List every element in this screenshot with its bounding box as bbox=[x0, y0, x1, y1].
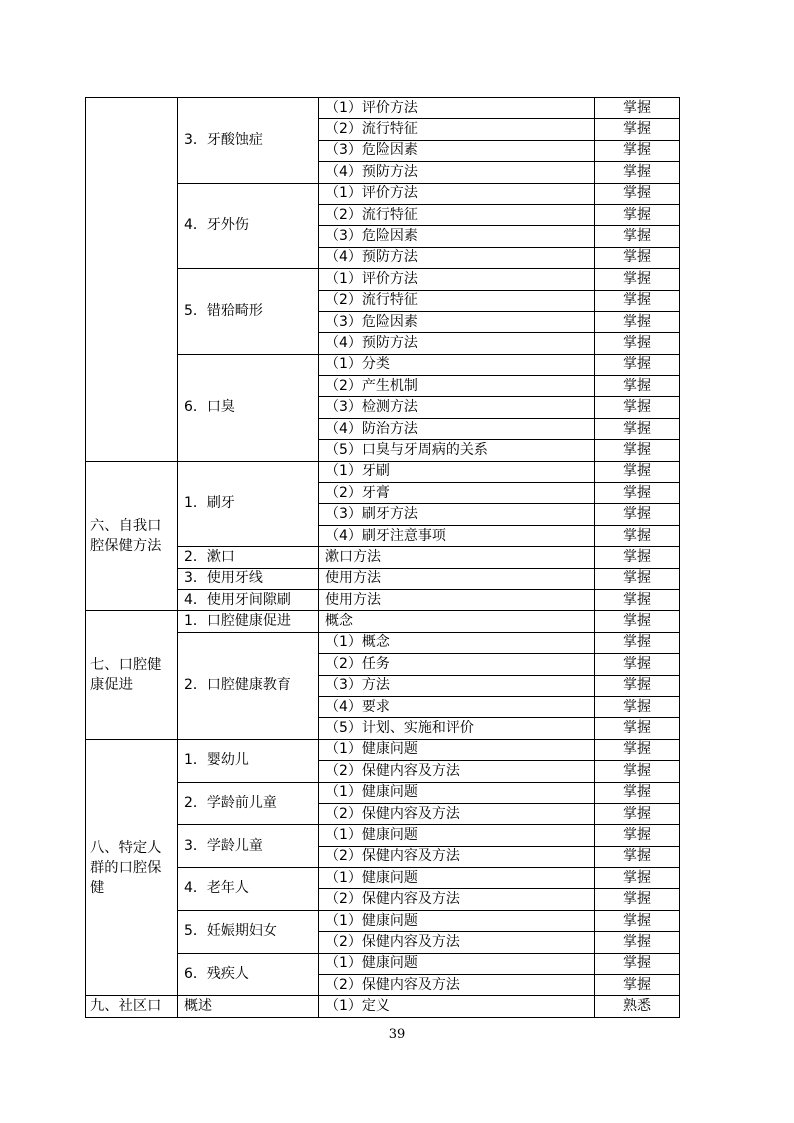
topic-cell: 1．口腔健康促进 bbox=[178, 611, 319, 632]
topic-cell: 3．使用牙线 bbox=[178, 568, 319, 589]
table-row bbox=[86, 461, 680, 482]
topic-cell: 6．口臭 bbox=[178, 354, 319, 461]
topic-cell: 2．口腔健康教育 bbox=[178, 632, 319, 739]
requirement-cell: 掌握 bbox=[595, 226, 680, 247]
requirement-cell: 掌握 bbox=[595, 632, 680, 653]
content-cell: 使用方法 bbox=[319, 589, 595, 610]
topic-cell: 3．牙酸蚀症 bbox=[178, 98, 319, 184]
section-title: 六、自我口腔保健方法 bbox=[86, 461, 178, 611]
requirement-cell: 掌握 bbox=[595, 376, 680, 397]
syllabus-table bbox=[85, 97, 680, 1018]
requirement-cell: 掌握 bbox=[595, 825, 680, 846]
requirement-cell: 掌握 bbox=[595, 782, 680, 803]
requirement-cell: 掌握 bbox=[595, 654, 680, 675]
requirement-cell: 掌握 bbox=[595, 611, 680, 632]
requirement-cell: 掌握 bbox=[595, 761, 680, 782]
topic-cell: 概述 bbox=[178, 996, 319, 1017]
content-cell: （3）检测方法 bbox=[319, 397, 595, 418]
table-row bbox=[86, 611, 680, 632]
requirement-cell: 掌握 bbox=[595, 440, 680, 461]
requirement-cell: 掌握 bbox=[595, 846, 680, 867]
content-cell: （1）健康问题 bbox=[319, 825, 595, 846]
content-cell: （1）健康问题 bbox=[319, 739, 595, 760]
page-number: 39 bbox=[388, 1027, 406, 1042]
content-cell: 漱口方法 bbox=[319, 547, 595, 568]
requirement-cell: 掌握 bbox=[595, 483, 680, 504]
requirement-cell: 掌握 bbox=[595, 696, 680, 717]
content-cell: （3）刷牙方法 bbox=[319, 504, 595, 525]
requirement-cell: 掌握 bbox=[595, 119, 680, 140]
content-cell: （1）分类 bbox=[319, 354, 595, 375]
topic-cell: 2．漱口 bbox=[178, 547, 319, 568]
content-cell: （2）保健内容及方法 bbox=[319, 889, 595, 910]
content-cell: （1）概念 bbox=[319, 632, 595, 653]
content-cell: （1）定义 bbox=[319, 996, 595, 1017]
requirement-cell: 掌握 bbox=[595, 975, 680, 996]
content-cell: 概念 bbox=[319, 611, 595, 632]
requirement-cell: 掌握 bbox=[595, 547, 680, 568]
table-row bbox=[86, 739, 680, 760]
content-cell: （3）危险因素 bbox=[319, 140, 595, 161]
content-cell: （4）预防方法 bbox=[319, 162, 595, 183]
content-cell: （5）计划、实施和评价 bbox=[319, 718, 595, 739]
requirement-cell: 掌握 bbox=[595, 910, 680, 931]
requirement-cell: 掌握 bbox=[595, 718, 680, 739]
content-cell: （5）口臭与牙周病的关系 bbox=[319, 440, 595, 461]
content-cell: （4）要求 bbox=[319, 696, 595, 717]
topic-cell: 5．妊娠期妇女 bbox=[178, 910, 319, 953]
content-cell: （1）评价方法 bbox=[319, 183, 595, 204]
requirement-cell: 掌握 bbox=[595, 397, 680, 418]
topic-cell: 4．使用牙间隙刷 bbox=[178, 589, 319, 610]
requirement-cell: 掌握 bbox=[595, 739, 680, 760]
content-cell: （1）评价方法 bbox=[319, 98, 595, 119]
section-title: 八、特定人群的口腔保健 bbox=[86, 739, 178, 996]
content-cell: （1）评价方法 bbox=[319, 269, 595, 290]
table-row bbox=[86, 98, 680, 119]
content-cell: （1）健康问题 bbox=[319, 868, 595, 889]
topic-cell: 4．老年人 bbox=[178, 868, 319, 911]
requirement-cell: 掌握 bbox=[595, 568, 680, 589]
content-cell: 使用方法 bbox=[319, 568, 595, 589]
content-cell: （2）保健内容及方法 bbox=[319, 761, 595, 782]
requirement-cell: 掌握 bbox=[595, 354, 680, 375]
topic-cell: 4．牙外伤 bbox=[178, 183, 319, 269]
section-title: 九、社区口 bbox=[86, 996, 178, 1017]
requirement-cell: 掌握 bbox=[595, 183, 680, 204]
content-cell: （2）牙膏 bbox=[319, 483, 595, 504]
topic-cell: 1．婴幼儿 bbox=[178, 739, 319, 782]
requirement-cell: 掌握 bbox=[595, 932, 680, 953]
content-cell: （1）牙刷 bbox=[319, 461, 595, 482]
content-cell: （4）预防方法 bbox=[319, 247, 595, 268]
requirement-cell: 掌握 bbox=[595, 525, 680, 546]
content-cell: （2）流行特征 bbox=[319, 290, 595, 311]
content-cell: （3）方法 bbox=[319, 675, 595, 696]
requirement-cell: 掌握 bbox=[595, 204, 680, 225]
requirement-cell: 掌握 bbox=[595, 290, 680, 311]
topic-cell: 2．学龄前儿童 bbox=[178, 782, 319, 825]
requirement-cell: 掌握 bbox=[595, 953, 680, 974]
requirement-cell: 掌握 bbox=[595, 98, 680, 119]
content-cell: （1）健康问题 bbox=[319, 782, 595, 803]
content-cell: （2）保健内容及方法 bbox=[319, 932, 595, 953]
section-title: 七、口腔健康促进 bbox=[86, 611, 178, 739]
requirement-cell: 掌握 bbox=[595, 140, 680, 161]
content-cell: （4）刷牙注意事项 bbox=[319, 525, 595, 546]
content-cell: （1）健康问题 bbox=[319, 953, 595, 974]
content-cell: （2）任务 bbox=[319, 654, 595, 675]
content-cell: （3）危险因素 bbox=[319, 226, 595, 247]
requirement-cell: 掌握 bbox=[595, 803, 680, 824]
requirement-cell: 掌握 bbox=[595, 461, 680, 482]
requirement-cell: 掌握 bbox=[595, 868, 680, 889]
requirement-cell: 掌握 bbox=[595, 675, 680, 696]
topic-cell: 3．学龄儿童 bbox=[178, 825, 319, 868]
topic-cell: 1．刷牙 bbox=[178, 461, 319, 547]
requirement-cell: 掌握 bbox=[595, 311, 680, 332]
requirement-cell: 熟悉 bbox=[595, 996, 680, 1017]
requirement-cell: 掌握 bbox=[595, 418, 680, 439]
topic-cell: 6．残疾人 bbox=[178, 953, 319, 996]
topic-cell: 5．错𬌗畸形 bbox=[178, 269, 319, 355]
content-cell: （2）保健内容及方法 bbox=[319, 803, 595, 824]
requirement-cell: 掌握 bbox=[595, 247, 680, 268]
content-cell: （1）健康问题 bbox=[319, 910, 595, 931]
table-row bbox=[86, 996, 680, 1017]
requirement-cell: 掌握 bbox=[595, 269, 680, 290]
requirement-cell: 掌握 bbox=[595, 504, 680, 525]
requirement-cell: 掌握 bbox=[595, 162, 680, 183]
content-cell: （2）流行特征 bbox=[319, 204, 595, 225]
requirement-cell: 掌握 bbox=[595, 889, 680, 910]
content-cell: （4）防治方法 bbox=[319, 418, 595, 439]
content-cell: （4）预防方法 bbox=[319, 333, 595, 354]
content-cell: （2）流行特征 bbox=[319, 119, 595, 140]
content-cell: （3）危险因素 bbox=[319, 311, 595, 332]
content-cell: （2）产生机制 bbox=[319, 376, 595, 397]
content-cell: （2）保健内容及方法 bbox=[319, 975, 595, 996]
section-title bbox=[86, 98, 178, 462]
requirement-cell: 掌握 bbox=[595, 589, 680, 610]
requirement-cell: 掌握 bbox=[595, 333, 680, 354]
content-cell: （2）保健内容及方法 bbox=[319, 846, 595, 867]
